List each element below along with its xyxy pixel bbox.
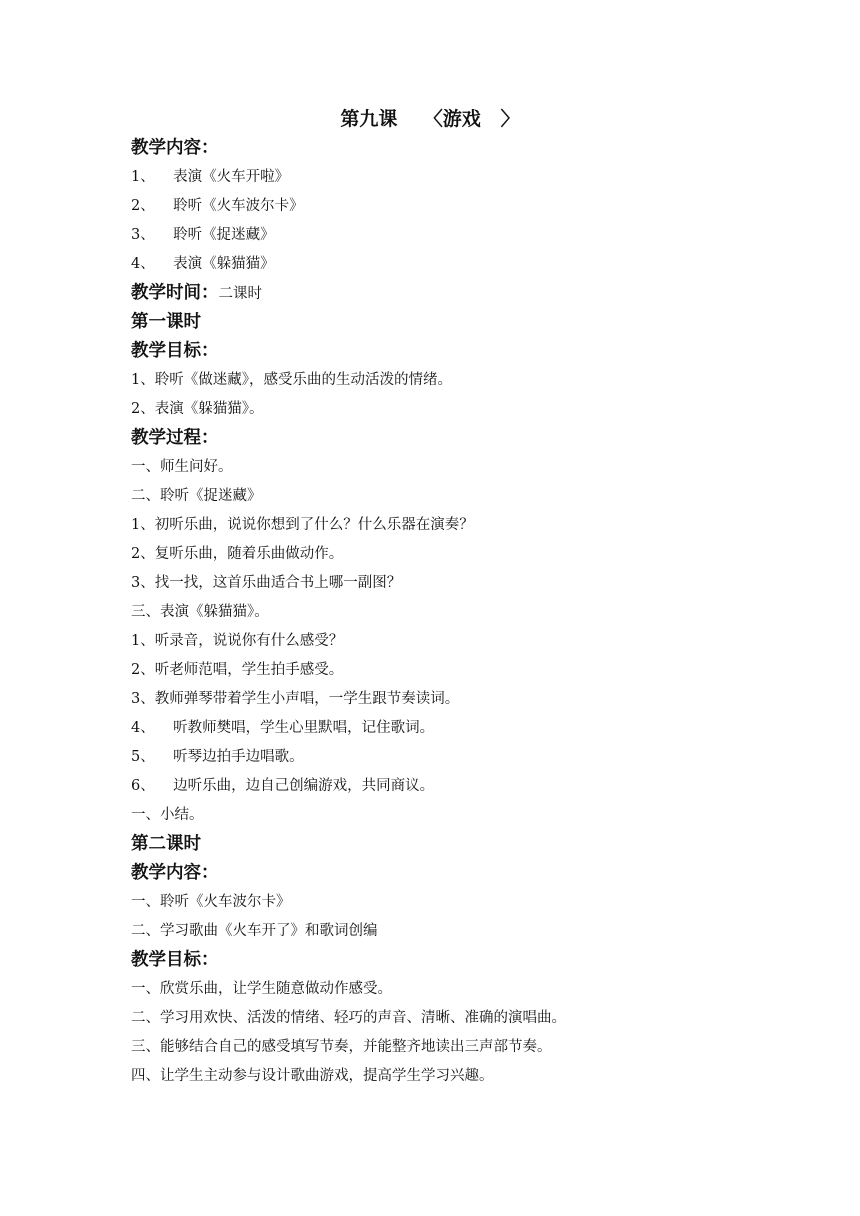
process-item: 6、 边听乐曲，边自己创编游戏，共同商议。 xyxy=(131,778,435,794)
process-item: 三、表演《躲猫猫》。 xyxy=(131,604,269,620)
process-item: 3、找一找，这首乐曲适合书上哪一副图？ xyxy=(131,575,402,591)
content-item-2: 2、 聆听《火车波尔卡》 xyxy=(131,198,304,214)
process-item: 5、 听琴边拍手边唱歌。 xyxy=(131,749,304,765)
goal-item: 一、欣赏乐曲，让学生随意做动作感受。 xyxy=(131,981,392,997)
goal-item: 四、让学生主动参与设计歌曲游戏，提高学生学习兴趣。 xyxy=(131,1068,494,1084)
heading-teaching-goals-2: 教学目标： xyxy=(131,950,219,970)
goal-item-2: 2、表演《躲猫猫》。 xyxy=(131,401,264,417)
heading-second-lesson: 第二课时 xyxy=(131,834,201,854)
process-item: 一、师生问好。 xyxy=(131,459,233,475)
process-item: 二、聆听《捉迷藏》 xyxy=(131,488,262,504)
content-item-3: 3、 聆听《捉迷藏》 xyxy=(131,227,275,243)
goal-item-1: 1、聆听《做迷藏》，感受乐曲的生动活泼的情绪。 xyxy=(131,372,452,388)
heading-teaching-goals-1: 教学目标： xyxy=(131,341,219,361)
content-item: 一、聆听《火车波尔卡》 xyxy=(131,894,291,910)
process-item: 3、教师弹琴带着学生小声唱，一学生跟节奏读词。 xyxy=(131,691,460,707)
heading-first-lesson: 第一课时 xyxy=(131,312,201,332)
teaching-time-value: 二课时 xyxy=(218,286,262,302)
summary-item: 一、小结。 xyxy=(131,807,204,823)
lesson-body xyxy=(131,134,731,1091)
process-item: 1、初听乐曲，说说你想到了什么？什么乐器在演奏？ xyxy=(131,517,474,533)
process-item: 2、复听乐曲，随着乐曲做动作。 xyxy=(131,546,344,562)
heading-teaching-process: 教学过程： xyxy=(131,428,219,448)
lesson-title: 第九课 〈游戏 〉 xyxy=(340,108,520,130)
content-item-1: 1、 表演《火车开啦》 xyxy=(131,169,290,185)
content-item-4: 4、 表演《躲猫猫》 xyxy=(131,256,275,272)
goal-item: 三、能够结合自己的感受填写节奏，并能整齐地读出三声部节奏。 xyxy=(131,1039,552,1055)
process-item: 1、听录音，说说你有什么感受？ xyxy=(131,633,344,649)
process-item: 4、 听教师樊唱，学生心里默唱，记住歌词。 xyxy=(131,720,435,736)
content-item: 二、学习歌曲《火车开了》和歌词创编 xyxy=(131,923,378,939)
heading-teaching-content: 教学内容： xyxy=(131,138,219,158)
goal-item: 二、学习用欢快、活泼的情绪、轻巧的声音、清晰、准确的演唱曲。 xyxy=(131,1010,566,1026)
heading-teaching-content-2: 教学内容： xyxy=(131,863,219,883)
process-item: 2、听老师范唱，学生拍手感受。 xyxy=(131,662,344,678)
heading-teaching-time: 教学时间：二课时 xyxy=(131,283,262,303)
